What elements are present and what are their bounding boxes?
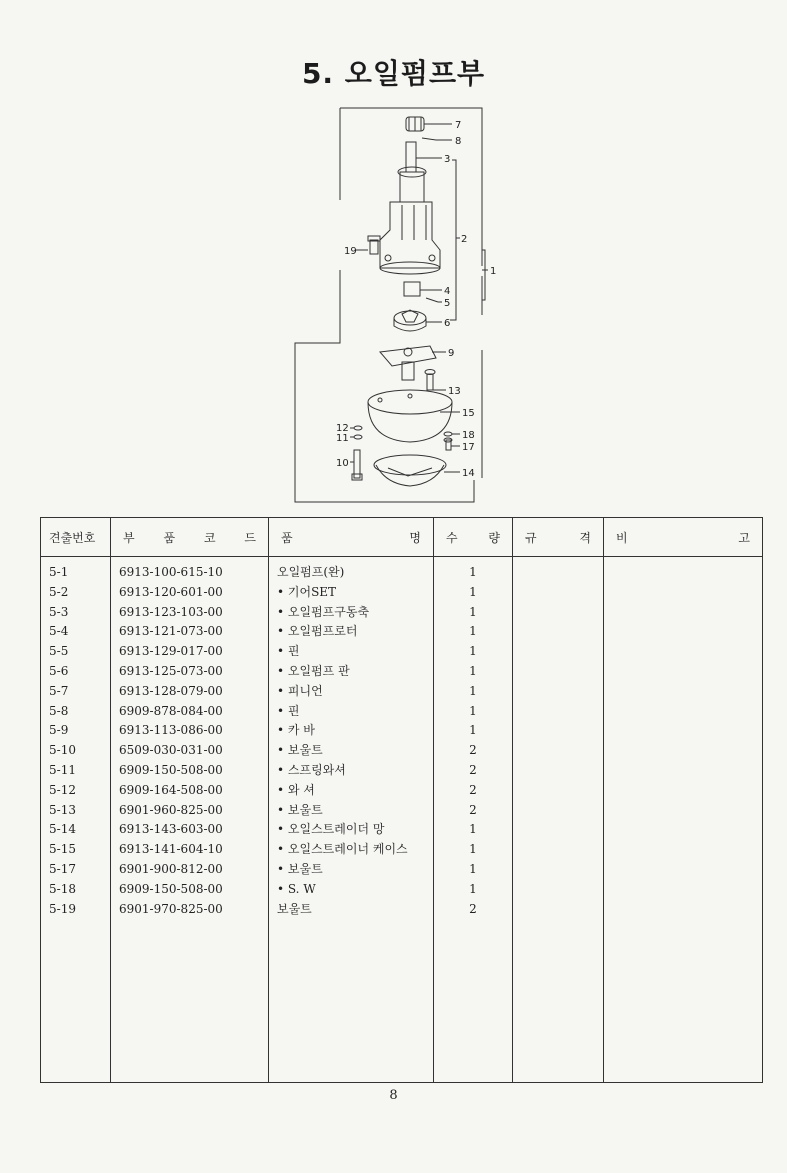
row-qty: 1	[469, 683, 477, 698]
oil-pump-exploded-view	[280, 100, 510, 510]
page-title: 5. 오일펌프부	[301, 57, 486, 90]
callout-6: 6	[444, 318, 451, 329]
row-name: • 보울트	[277, 743, 323, 758]
row-qty: 1	[469, 604, 477, 619]
row-code: 6913-121-073-00	[119, 624, 223, 639]
parts-list-table	[40, 517, 763, 1083]
row-code: 6509-030-031-00	[119, 743, 223, 758]
row-name: • 보울트	[277, 861, 323, 876]
row-code: 6901-900-812-00	[119, 861, 223, 876]
row-qty: 1	[469, 861, 477, 876]
row-code: 6913-113-086-00	[119, 723, 223, 738]
row-no: 5-17	[49, 861, 76, 876]
row-qty: 1	[469, 565, 477, 579]
row-code: 6913-125-073-00	[119, 663, 223, 678]
row-no: 5-3	[49, 604, 69, 619]
row-code: 6901-960-825-00	[119, 802, 223, 817]
callout-13: 13	[448, 386, 461, 397]
row-qty: 1	[469, 703, 477, 718]
row-qty: 1	[469, 842, 477, 857]
row-no: 5-6	[49, 663, 69, 678]
row-qty: 1	[469, 881, 477, 896]
row-qty: 2	[469, 782, 477, 797]
row-code: 6913-100-615-10	[119, 565, 223, 579]
header-part-code: 부 품 코 드	[111, 518, 269, 557]
exploded-parts-diagram	[280, 100, 510, 510]
row-code: 6913-128-079-00	[119, 683, 223, 698]
header-quantity: 수 량	[434, 518, 513, 557]
callout-8: 8	[455, 136, 462, 147]
row-qty: 1	[469, 723, 477, 738]
row-name: • 오일스트레이더 망	[277, 822, 385, 837]
table-body	[41, 557, 763, 1083]
quantity-column	[434, 557, 513, 1083]
row-no: 5-9	[49, 723, 69, 738]
header-spec: 규 격	[513, 518, 604, 557]
row-no: 5-1	[49, 565, 69, 579]
row-name: • 스프링와셔	[277, 762, 346, 777]
callout-4: 4	[444, 286, 451, 297]
row-name: • 핀	[277, 644, 300, 659]
header-ref-no: 견출번호	[41, 518, 111, 557]
row-code: 6909-150-508-00	[119, 881, 223, 896]
row-name: • 피니언	[277, 683, 323, 698]
callout-1: 1	[490, 266, 497, 277]
row-qty: 2	[469, 743, 477, 758]
row-no: 5-7	[49, 683, 69, 698]
row-no: 5-10	[49, 743, 76, 758]
row-qty: 2	[469, 901, 477, 916]
row-no: 5-5	[49, 644, 69, 659]
callout-15: 15	[462, 408, 475, 419]
row-qty: 1	[469, 584, 477, 599]
row-no: 5-18	[49, 881, 76, 896]
callout-9: 9	[448, 348, 455, 359]
row-no: 5-14	[49, 822, 76, 837]
row-code: 6913-141-604-10	[119, 842, 223, 857]
row-name: • S. W	[277, 881, 316, 896]
table-header-row	[41, 518, 763, 557]
callout-14: 14	[462, 468, 475, 479]
row-no: 5-2	[49, 584, 69, 599]
row-qty: 2	[469, 762, 477, 777]
row-name: • 오일스트레이너 케이스	[277, 842, 408, 857]
row-name: 오일펌프(완)	[277, 565, 345, 579]
callout-18: 18	[462, 430, 475, 441]
row-no: 5-13	[49, 802, 76, 817]
callout-5: 5	[444, 298, 451, 309]
row-qty: 1	[469, 822, 477, 837]
page-number: 8	[389, 1088, 398, 1103]
row-name: • 핀	[277, 703, 300, 718]
spec-column	[513, 557, 604, 1083]
ref-no-column	[41, 557, 111, 1083]
row-qty: 1	[469, 644, 477, 659]
row-name: • 카 바	[277, 723, 315, 738]
part-name-column	[269, 557, 434, 1083]
row-name: • 기어SET	[277, 584, 337, 599]
row-name: • 오일펌프로터	[277, 624, 358, 639]
callout-7: 7	[455, 120, 462, 131]
note-column	[604, 557, 763, 1083]
row-name: • 보울트	[277, 802, 323, 817]
callout-3: 3	[444, 154, 451, 165]
header-part-name: 품 명	[269, 518, 434, 557]
row-name: • 와 셔	[277, 782, 315, 797]
row-no: 5-11	[49, 762, 76, 777]
callout-12: 12	[336, 423, 349, 434]
callout-19: 19	[344, 246, 357, 257]
row-code: 6913-120-601-00	[119, 584, 223, 599]
row-code: 6913-129-017-00	[119, 644, 223, 659]
row-qty: 2	[469, 802, 477, 817]
callout-17: 17	[462, 442, 475, 453]
row-code: 6909-878-084-00	[119, 703, 223, 718]
header-note: 비 고	[604, 518, 763, 557]
row-name: • 오일펌프 판	[277, 663, 350, 678]
row-name: 보울트	[277, 901, 312, 916]
part-code-column	[111, 557, 269, 1083]
row-code: 6901-970-825-00	[119, 901, 223, 916]
row-name: • 오일펌프구동축	[277, 604, 370, 619]
row-qty: 1	[469, 663, 477, 678]
callout-10: 10	[336, 458, 349, 469]
row-code: 6909-150-508-00	[119, 762, 223, 777]
row-no: 5-15	[49, 842, 76, 857]
row-no: 5-19	[49, 901, 76, 916]
row-qty: 1	[469, 624, 477, 639]
row-no: 5-8	[49, 703, 69, 718]
row-no: 5-4	[49, 624, 69, 639]
row-code: 6913-123-103-00	[119, 604, 223, 619]
row-code: 6913-143-603-00	[119, 822, 223, 837]
callout-2: 2	[461, 234, 468, 245]
row-no: 5-12	[49, 782, 76, 797]
callout-11: 11	[336, 433, 349, 444]
row-code: 6909-164-508-00	[119, 782, 223, 797]
